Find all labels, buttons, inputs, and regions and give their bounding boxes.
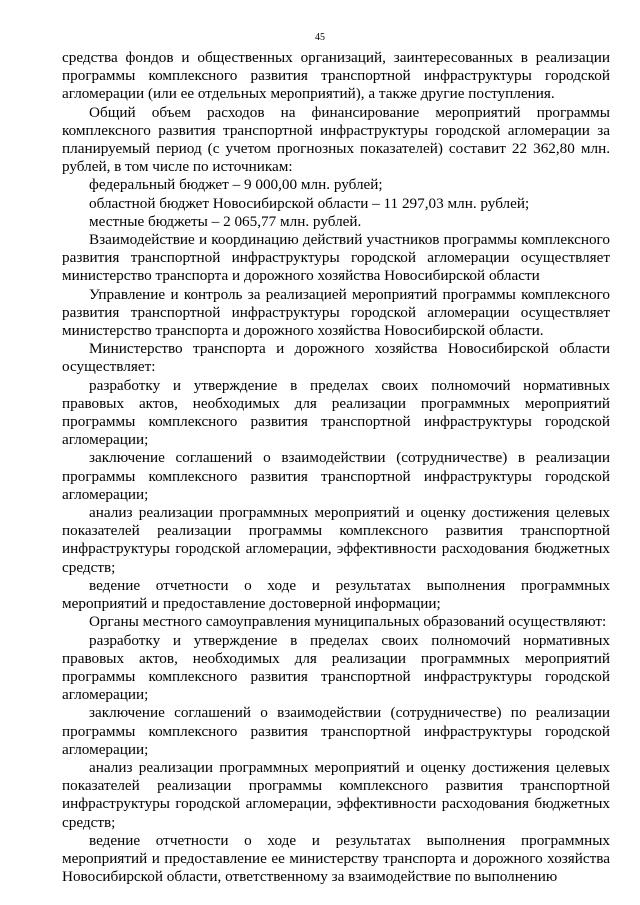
paragraph: Органы местного самоуправления муниципальных образований осуществляют: [89, 613, 607, 631]
document-body [62, 49, 610, 886]
paragraph: ведение отчетности о ходе и результатах выполнения программных мероприятий и предоставление достоверной информации; [62, 576, 610, 613]
paragraph: областной бюджет Новосибирской области – 11 297,03 млн. рублей; [89, 194, 530, 212]
paragraph: средства фондов и общественных организаций, заинтересованных в реализации программы комплексного развития транспортной инфраструктуры городской агломерации (или ее отдельных мероприятий), а также другие поступления. [62, 49, 610, 103]
paragraph: местные бюджеты – 2 065,77 млн. рублей. [89, 212, 362, 230]
paragraph: анализ реализации программных мероприятий и оценку достижения целевых показателей реализации программы комплексного развития транспортной инфраструктуры городской агломерации, эффективности расходования бюджетных средств; [62, 504, 610, 576]
paragraph: разработку и утверждение в пределах своих полномочий нормативных правовых актов, необходимых для реализации программных мероприятий программы комплексного развития транспортной инфраструктуры городской агломерации; [62, 631, 610, 704]
paragraph: ведение отчетности о ходе и результатах выполнения программных мероприятий и предоставление ее министерству транспорта и дорожного хозяйства Новосибирской области, ответственному за взаимодействие по выполнению [62, 831, 610, 886]
paragraph: Общий объем расходов на финансирование мероприятий программы комплексного развития транспортной инфраструктуры городской агломерации за планируемый период (с учетом прогнозных показателей) составит 22 362,80 млн. рублей, в том числе по источникам: [62, 103, 610, 176]
paragraph: заключение соглашений о взаимодействии (сотрудничестве) в реализации программы комплексного развития транспортной инфраструктуры городской агломерации; [62, 449, 610, 503]
paragraph: разработку и утверждение в пределах своих полномочий нормативных правовых актов, необходимых для реализации программных мероприятий программы комплексного развития транспортной инфраструктуры городской агломерации; [62, 376, 610, 449]
paragraph: Министерство транспорта и дорожного хозяйства Новосибирской области осуществляет: [62, 340, 610, 376]
paragraph: федеральный бюджет – 9 000,00 млн. рублей; [89, 176, 383, 194]
page-number: 45 [315, 32, 325, 43]
paragraph: Взаимодействие и координацию действий участников программы комплексного развития транспортной инфраструктуры городской агломерации осуществляет министерство транспорта и дорожного хозяйства Новосибирской области [62, 231, 610, 285]
paragraph: заключение соглашений о взаимодействии (сотрудничестве) по реализации программы комплексного развития транспортной инфраструктуры городской агломерации; [62, 704, 610, 758]
paragraph: анализ реализации программных мероприятий и оценку достижения целевых показателей реализации программы комплексного развития транспортной инфраструктуры городской агломерации, эффективности расходования бюджетных средств; [62, 758, 610, 831]
paragraph: Управление и контроль за реализацией мероприятий программы комплексного развития транспортной инфраструктуры городской агломерации осуществляет министерство транспорта и дорожного хозяйства Новосибирской области. [62, 285, 610, 340]
